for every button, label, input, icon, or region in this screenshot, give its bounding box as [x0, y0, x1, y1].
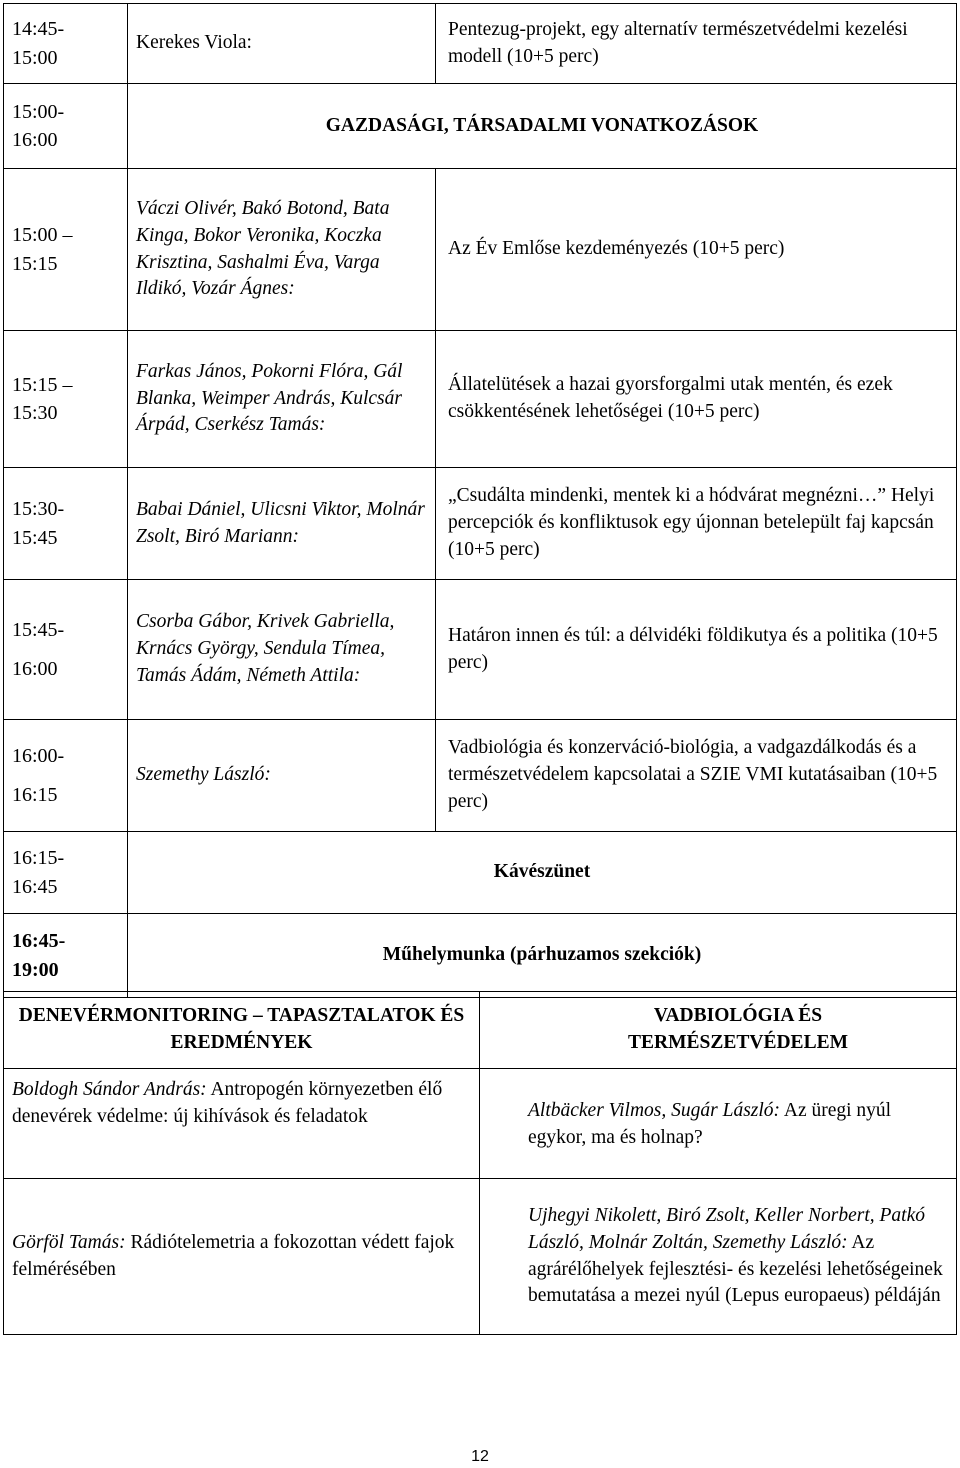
time-cell [4, 914, 128, 998]
topic-cell: Határon innen és túl: a délvidéki földikutya és a politika (10+5 perc) [436, 580, 957, 720]
time-cell [4, 580, 128, 720]
talk-authors: Boldogh Sándor András: [12, 1079, 207, 1100]
workshop-talk [480, 1069, 957, 1179]
talk-authors: Görföl Tamás: [12, 1231, 126, 1253]
time-cell [4, 331, 128, 468]
talk-title: Az üregi nyúl egykor, ma és holnap? [528, 1099, 892, 1148]
schedule-row [4, 4, 957, 84]
time-end: 15:00 [12, 46, 58, 69]
time-cell [4, 169, 128, 331]
speaker-cell: Babai Dániel, Ulicsni Viktor, Molnár Zsolt, Biró Mariann: [128, 468, 436, 580]
schedule-row [4, 580, 957, 720]
schedule-row [4, 720, 957, 832]
talk-title: Antropogén környezetben élő denevérek védelme: új kihívások és feladatok [12, 1079, 443, 1127]
talk-authors: Altbäcker Vilmos, Sugár László: [528, 1099, 781, 1121]
section-heading: Műhelymunka (párhuzamos szekciók) [128, 914, 957, 998]
time-end: 16:00 [12, 657, 58, 680]
workshop-header-row [4, 992, 957, 1069]
section-heading: Kávészünet [128, 832, 957, 914]
time-cell [4, 720, 128, 832]
workshop-table [3, 991, 957, 1335]
time-start: 16:00- [12, 745, 65, 768]
schedule-row [4, 832, 957, 914]
program-table [3, 3, 957, 998]
time-cell [4, 832, 128, 914]
time-start: 15:45- [12, 619, 65, 642]
topic-cell: Az Év Emlőse kezdeményezés (10+5 perc) [436, 169, 957, 331]
schedule-row [4, 84, 957, 169]
speaker-cell: Csorba Gábor, Krivek Gabriella, Krnács György, Sendula Tímea, Tamás Ádám, Németh Attila: [128, 580, 436, 720]
schedule-row [4, 331, 957, 468]
workshop-talk [480, 1179, 957, 1335]
workshop-title-right: VADBIOLÓGIA ÉS TERMÉSZETVÉDELEM [480, 992, 957, 1069]
time-end: 15:45 [12, 526, 58, 549]
time-end: 16:00 [12, 129, 58, 151]
speaker-cell: Szemethy László: [128, 720, 436, 832]
page-number: 12 [471, 1448, 489, 1465]
speaker-cell: Váczi Olivér, Bakó Botond, Bata Kinga, Bokor Veronika, Koczka Krisztina, Sashalmi Éva, Varga Ildikó, Vozár Ágnes: [128, 169, 436, 331]
time-cell [4, 468, 128, 580]
talk-title: Rádiótelemetria a fokozottan védett fajok felmérésében [12, 1231, 455, 1280]
workshop-talk [4, 1179, 480, 1335]
time-end: 15:15 [12, 252, 58, 275]
workshop-talk-row [4, 1069, 957, 1179]
time-end: 19:00 [12, 958, 59, 981]
talk-authors: Ujhegyi Nikolett, Biró Zsolt, Keller Norbert, Patkó László, Molnár Zoltán, Szemethy László: [528, 1204, 926, 1253]
time-start: 15:00 – [12, 224, 73, 247]
schedule-row [4, 914, 957, 998]
talk-title: Az agrárélőhelyek fejlesztési- és kezelési lehetőségeinek bemutatása a mezei nyúl (Lepus europaeus) példáján [528, 1231, 943, 1307]
time-start: 15:00- [12, 100, 65, 123]
time-start: 16:15- [12, 847, 65, 870]
time-start: 16:45- [12, 930, 66, 953]
topic-cell: Állatelütések a hazai gyorsforgalmi utak mentén, és ezek csökkentésének lehetőségei (10+5 perc) [436, 331, 957, 468]
workshop-title-left: DENEVÉRMONITORING – TAPASZTALATOK ÉS EREDMÉNYEK [4, 992, 480, 1069]
section-heading: GAZDASÁGI, TÁRSADALMI VONATKOZÁSOK [128, 84, 957, 169]
schedule-row [4, 468, 957, 580]
schedule-row [4, 169, 957, 331]
time-end: 16:15 [12, 783, 58, 806]
time-cell [4, 84, 128, 169]
topic-cell: Pentezug-projekt, egy alternatív természetvédelmi kezelési modell (10+5 perc) [436, 4, 957, 84]
topic-cell: „Csudálta mindenki, mentek ki a hódvárat megnézni…” Helyi percepciók és konfliktusok egy újonnan betelepült faj kapcsán (10+5 perc) [436, 468, 957, 580]
topic-cell: Vadbiológia és konzerváció-biológia, a vadgazdálkodás és a természetvédelem kapcsolatai a SZIE VMI kutatásaiban (10+5 perc) [436, 720, 957, 832]
time-start: 15:15 – [12, 373, 73, 396]
time-end: 15:30 [12, 402, 58, 424]
speaker-cell: Farkas János, Pokorni Flóra, Gál Blanka, Weimper András, Kulcsár Árpád, Cserkész Tamás: [128, 331, 436, 468]
time-end: 16:45 [12, 875, 58, 898]
time-start: 15:30- [12, 498, 65, 521]
speaker-cell: Kerekes Viola: [128, 4, 436, 84]
workshop-talk [4, 1069, 480, 1179]
workshop-talk-row [4, 1179, 957, 1335]
time-start: 14:45- [12, 18, 65, 41]
time-cell [4, 4, 128, 84]
